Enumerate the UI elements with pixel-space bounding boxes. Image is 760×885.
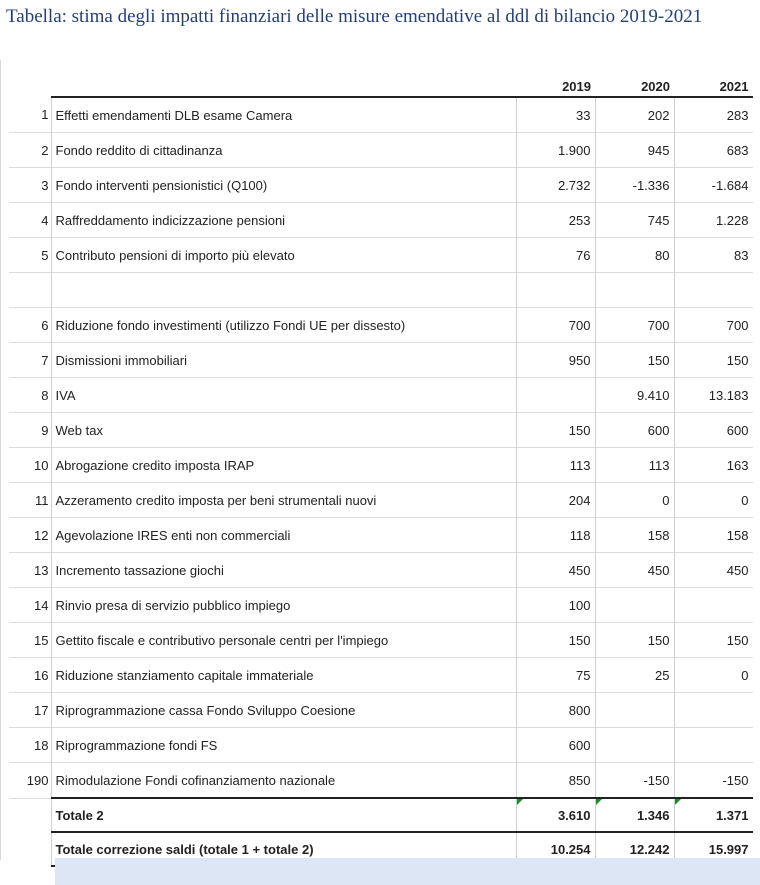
table-row <box>9 553 753 588</box>
table-row <box>9 413 753 448</box>
value-2021: 1.228 <box>674 203 753 238</box>
total-label: Totale correzione saldi (totale 1 + totale 2) <box>51 832 516 866</box>
row-label: Rimodulazione Fondi cofinanziamento nazionale <box>51 763 516 799</box>
row-number: 4 <box>9 203 51 238</box>
value-2021: 158 <box>674 518 753 553</box>
year-header: 2019 <box>516 76 595 97</box>
value-2020: 9.410 <box>595 378 674 413</box>
value-2019: 113 <box>516 448 595 483</box>
value-2021: 163 <box>674 448 753 483</box>
row-number: 12 <box>9 518 51 553</box>
row-label: Agevolazione IRES enti non commerciali <box>51 518 516 553</box>
financial-impact-table <box>9 76 753 867</box>
table-row <box>9 238 753 273</box>
value-2020: 150 <box>595 343 674 378</box>
table-row <box>9 518 753 553</box>
value-2020: 150 <box>595 623 674 658</box>
value-2019: 2.732 <box>516 168 595 203</box>
header-row <box>9 76 753 97</box>
value-2020: 25 <box>595 658 674 693</box>
row-label: Raffreddamento indicizzazione pensioni <box>51 203 516 238</box>
total-label: Totale 2 <box>51 798 516 832</box>
value-2021: -150 <box>674 763 753 799</box>
value-2020: 80 <box>595 238 674 273</box>
value-2020: 600 <box>595 413 674 448</box>
row-number: 9 <box>9 413 51 448</box>
value-2020: 700 <box>595 308 674 343</box>
row-label: Riduzione fondo investimenti (utilizzo Fondi UE per dissesto) <box>51 308 516 343</box>
value-2019: 600 <box>516 728 595 763</box>
row-label: Azzeramento credito imposta per beni strumentali nuovi <box>51 483 516 518</box>
row-label: Contributo pensioni di importo più elevato <box>51 238 516 273</box>
row-number: 6 <box>9 308 51 343</box>
row-label: Fondo interventi pensionistici (Q100) <box>51 168 516 203</box>
value-2021: 150 <box>674 623 753 658</box>
value-2019: 118 <box>516 518 595 553</box>
row-number <box>9 273 51 308</box>
row-label: Effetti emendamenti DLB esame Camera <box>51 97 516 133</box>
total-2021: 15.997 <box>674 832 753 866</box>
table-row <box>9 728 753 763</box>
value-2021 <box>674 693 753 728</box>
row-number: 13 <box>9 553 51 588</box>
row-label: Incremento tassazione giochi <box>51 553 516 588</box>
row-number: 16 <box>9 658 51 693</box>
value-2020 <box>595 728 674 763</box>
table-row <box>9 763 753 799</box>
table-row <box>9 623 753 658</box>
table-row <box>9 273 753 308</box>
value-2019: 800 <box>516 693 595 728</box>
value-2020 <box>595 273 674 308</box>
total-row <box>9 798 753 832</box>
table-caption: Tabella: stima degli impatti finanziari delle misure emendative al ddl di bilancio 2019-2021 <box>6 6 703 27</box>
value-2019: 150 <box>516 623 595 658</box>
value-2019: 1.900 <box>516 133 595 168</box>
value-2019: 33 <box>516 97 595 133</box>
value-2020 <box>595 693 674 728</box>
value-2020: 0 <box>595 483 674 518</box>
total-2021: 1.371 <box>674 798 753 832</box>
header-blank <box>51 76 516 97</box>
table-row <box>9 97 753 133</box>
year-header: 2021 <box>674 76 753 97</box>
value-2019: 950 <box>516 343 595 378</box>
row-label: Abrogazione credito imposta IRAP <box>51 448 516 483</box>
row-label: Web tax <box>51 413 516 448</box>
row-number: 190 <box>9 763 51 799</box>
row-number: 11 <box>9 483 51 518</box>
total-2019: 10.254 <box>516 832 595 866</box>
row-label: Riprogrammazione cassa Fondo Sviluppo Coesione <box>51 693 516 728</box>
value-2019: 75 <box>516 658 595 693</box>
value-2019: 850 <box>516 763 595 799</box>
row-label: Fondo reddito di cittadinanza <box>51 133 516 168</box>
value-2019: 700 <box>516 308 595 343</box>
table-row <box>9 483 753 518</box>
row-label: Gettito fiscale e contributivo personale centri per l'impiego <box>51 623 516 658</box>
header-blank <box>9 76 51 97</box>
table-row <box>9 308 753 343</box>
value-2019: 76 <box>516 238 595 273</box>
row-number: 15 <box>9 623 51 658</box>
row-number: 10 <box>9 448 51 483</box>
value-2021 <box>674 588 753 623</box>
value-2019: 100 <box>516 588 595 623</box>
row-label: Riprogrammazione fondi FS <box>51 728 516 763</box>
table-row <box>9 658 753 693</box>
value-2021: 83 <box>674 238 753 273</box>
value-2021 <box>674 728 753 763</box>
value-2020: 450 <box>595 553 674 588</box>
value-2020: 745 <box>595 203 674 238</box>
value-2020: 158 <box>595 518 674 553</box>
row-number: 5 <box>9 238 51 273</box>
value-2021: 450 <box>674 553 753 588</box>
value-2021: 0 <box>674 658 753 693</box>
table-row <box>9 343 753 378</box>
value-2020: 202 <box>595 97 674 133</box>
value-2021 <box>674 273 753 308</box>
table-row <box>9 133 753 168</box>
value-2021: 150 <box>674 343 753 378</box>
value-2021: 283 <box>674 97 753 133</box>
total-2019: 3.610 <box>516 798 595 832</box>
total-number <box>9 832 51 866</box>
total-number <box>9 798 51 832</box>
value-2021: 13.183 <box>674 378 753 413</box>
value-2020 <box>595 588 674 623</box>
row-number: 3 <box>9 168 51 203</box>
value-2021: 600 <box>674 413 753 448</box>
row-number: 8 <box>9 378 51 413</box>
value-2019 <box>516 378 595 413</box>
value-2019: 204 <box>516 483 595 518</box>
table-row <box>9 693 753 728</box>
bottom-fill <box>55 858 760 885</box>
row-label: IVA <box>51 378 516 413</box>
row-label: Riduzione stanziamento capitale immateriale <box>51 658 516 693</box>
value-2020: 113 <box>595 448 674 483</box>
value-2020: 945 <box>595 133 674 168</box>
table-row <box>9 168 753 203</box>
row-number: 1 <box>9 97 51 133</box>
table-row <box>9 588 753 623</box>
row-number: 18 <box>9 728 51 763</box>
total-2020: 12.242 <box>595 832 674 866</box>
row-number: 14 <box>9 588 51 623</box>
row-label: Dismissioni immobiliari <box>51 343 516 378</box>
total-2020: 1.346 <box>595 798 674 832</box>
value-2021: 700 <box>674 308 753 343</box>
value-2021: -1.684 <box>674 168 753 203</box>
value-2021: 0 <box>674 483 753 518</box>
value-2019: 450 <box>516 553 595 588</box>
value-2019 <box>516 273 595 308</box>
table-row <box>9 378 753 413</box>
row-number: 2 <box>9 133 51 168</box>
value-2020: -1.336 <box>595 168 674 203</box>
value-2020: -150 <box>595 763 674 799</box>
table-row <box>9 203 753 238</box>
year-header: 2020 <box>595 76 674 97</box>
spreadsheet-area <box>0 60 760 860</box>
value-2019: 150 <box>516 413 595 448</box>
table-row <box>9 448 753 483</box>
row-label: Rinvio presa di servizio pubblico impiego <box>51 588 516 623</box>
row-label <box>51 273 516 308</box>
value-2019: 253 <box>516 203 595 238</box>
value-2021: 683 <box>674 133 753 168</box>
row-number: 17 <box>9 693 51 728</box>
row-number: 7 <box>9 343 51 378</box>
